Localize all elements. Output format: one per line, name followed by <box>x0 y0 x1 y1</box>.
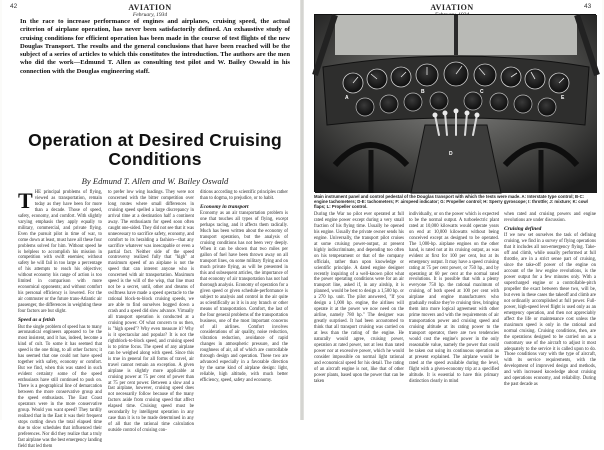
page-number-left: 42 <box>10 3 18 10</box>
svg-text:C: C <box>480 89 484 95</box>
right-text-column-3 <box>504 212 596 416</box>
column-3-text: ditions according to scientific principles rather than to dogma, to prejudice, or to habit. <box>200 190 288 201</box>
text-column-2 <box>108 190 194 434</box>
right-text-column-1 <box>314 212 404 416</box>
right-column-3-text-b: If we now set ourselves the task of defining cruising, we find in a survey of flying operations that it includes all non-emergency flying. Take-off and climb, while usually performed at full throttle, are in a strict sense part of cruising, since the take-off power of the engine on account of the low engine revolutions, is the power output for a few minutes only. With a supercharged engine or a controllable-pitch propeller the exact between these two, will be, but even in these cases the takeoff and climb are not ordinarily accomplished at full power. Full-power, high-speed level flight is used only as an emergency operation, and then not appreciably affect the life or maintenance cost unless the maximum speed is only in the rational and normal cruising. Cruising conditions, then, are the operations designed to be carried on as a customary use of the aircraft to adjust it most adequately to the service it is called upon to do. Those conditions vary with the type of aircraft, with its service requirements, with the development of improved design and methods, and with increased knowledge about cruising and operations economy, and reliability. During the past decade as <box>504 233 596 388</box>
right-page <box>304 0 602 420</box>
intro-paragraph: In the race to increase performance of engines and airplanes, cruising speed, the actual criterion of airplane operation, has never been satisfactorily defined. An exhaustive study of cruising conditions for efficient operation has been made in the course of test flights of the new Douglas Transport. The results and the general conclusions that have been reached will be the subject of a series of articles to which this constitutes the introduction. The authors are the men who did the work—Edmund T. Allen as consulting test pilot and W. Bailey Oswald in his connection with the Douglas engineering staff. <box>20 18 290 75</box>
article-title: Operation at Desired Cruising Conditions <box>28 130 282 169</box>
left-page <box>2 0 300 449</box>
photo-caption: Main instrument panel and control pedestal of the Douglas transport with which the tests were made. A: Interstate type control; B-C: engine tachometers; D-E: tachometers; F: airspeed indicator; G: Propeller control; H: Sperry gyroscope; I: throttle; J: mixture; K: cowl flaps; L: Propeller control. <box>314 194 588 210</box>
subheading-cruising-defined: Cruising defined <box>504 225 542 232</box>
article-byline: By Edmund T. Allen and W. Bailey Oswald <box>81 176 229 186</box>
right-column-2-text: individually, or on the power which is expected to be the normal output. A turboelectric plant rated at 10,000 kilowatts would operate years on end at 10,000 kilowatts without being conceived except as designed to be operated. The 1,000-hp. airplane engines on the other hand, is rated not at its cruising output, as was evident at first for 100 per cent, but at its emergency output. It may have a speed cruising rating at 75 per cent power, or 750 hp., and by operating at 60 per cent at the normal rated revolutions. It is possible that with a plenty everyone 750 hp. the rational maximum of cruising, of both speed at 100 per cent with airplane and engine manufacturers who gradually realize they're cruising tires, bringing them into more logical agreement with other prime movers and with the requirements of air transportation power and cruising speed and cruising altitude at its rating power to the transport operator, there are two tendencies would cost the engine's power in the only reasonable value, namely the power that could be taken out using its continuous operation as at present explained. The airplane would be rated at the speed available during the level, flight with a given-economy trip at a specified altitude. It is essential to have this primary distinction clearly in mind <box>409 212 499 384</box>
text-column-1 <box>18 188 102 449</box>
column-1-text: HE principal problems of flying, viewed as transportation, remain today as they have been for more than a decade. Those of speed, safety, economy, and comfort. With slightly varying emphasis they apply equally to military, commercial, and private flying. Even the pursuit pilot in time of war, to come down at least, must have all these four problems solved for him. Without speed he is helpless to accomplish his mission in competition with swift enemies; without safety he will fail in too large a percentage of his attempts to reach his objective; without economy his range of action is too limited in comparison with more economical opponents; and without comfort his personal efficiency is lowered. For the air commuter or the future trans-Atlantic air passenger, the differences in weighting these four factors are but slight. <box>18 190 102 315</box>
right-column-3-text: when rated and cruising powers and engine revolutions are under discussion. <box>504 212 596 223</box>
text-column-3 <box>200 190 288 416</box>
column-2-text: to prefer low wing loadings. They were not concerned with the bitter competition over long routes where small differences in cruising speed spelled a large discrepancy in arrival time at a destination half a continent away. The enthusiasm for speed soon often caught one-sided. They did not see that it was unnecessary to sacrifice safety, economy, and comfort to its heralding a fashion—that any sacrifice whatever was inescapable or even a partial fact. Neither side of the speed controversy realized fully that "high" at maximum speed of an airplane is not the speed that can interest anyone who is concerned with air transportation. Maximum speed is the will of the wisp, that line must not be a secret, until, other and dreams of swiftness have made a speed spectacle to the rational block-to-block cruising speeds, we are able to find ourselves bogged down a crash and a speed did slow advance. Virtually all transport operation is conducted at a cruising power. Of what concern to us then, is "high speed"? Why even measure it? Why is it spectacular and popular? It is not the rightblock-to-block speed, and cruising speed is to prime focus. The speed of any airplane can be weighed along with speed. Since this is true in general for all forms of travel, air travel cannot remain an exception. A given airplane is slightly more applicable at cruising power at 75 per cent of power than at 75 per cent power. Between a slow and a fast airplane, however, cruising speed does not necessarily follow because of the many factors aside from cruising speed that affect elapsed time. Cruising speed must be secondarily by intelligent operation in any case than it is to be made determined in any of all that the rational time calculation outside control of cruising con- <box>108 190 194 434</box>
subheading-speed-fetish: Speed as a fetish <box>18 317 55 324</box>
masthead-left <box>120 3 180 18</box>
cockpit-instrument-panel-photo <box>314 14 596 192</box>
cockpit-photo-image <box>315 15 597 193</box>
drop-cap: T <box>18 188 33 213</box>
svg-text:E: E <box>561 95 565 101</box>
masthead-title-left: AVIATION <box>128 3 172 12</box>
page-number-right: 43 <box>584 3 592 10</box>
column-1-text-b: But the single problem of speed has to many aeronautical engineers appeared to be the most insistent, and it has, indeed, become a kind of cult. To some it has seemed that speed is the one thing, to all other factors; it has seemed that one could not have speed together with safety, economy or comfort. But we find, when this was stated in such evident certainty some of the speed enthusiasts have still continued to push on. There is a geographical line of demarcation between the more conservative group and the speed enthusiasts. The East Coast operators were in the more conservative group. Would you want speed? They tardily realized that in the East it was their frequent stops cutting down the total elapsed time due to slow schedules that influenced their preferences. Nor did they realize that a truly fast airplane was the best emergency landing field that led them <box>18 324 102 449</box>
svg-text:D: D <box>449 151 453 157</box>
right-column-1-text: During the War no pilot ever operated at full rated engine power except during a very small fraction of his flying time. Usually he opened his engine. Usually the private owner sends his engine. Universally, the transport pilot cruises at some cruising power-output, at present highly indiscriminate, and depending too often on his temperament or that of the company officials, rather than upon knowledge or scientific principle. A dated engine designer recently inquiring of a well-known pilot what the power operating conditions were for an air transport line, asked if, in any airship, it is planned, would be best to design a 1,500 hp. or a 270 hp. unit. The pilot answered, "If you design a 1,000 hp. engine, the airlines will operate it at the power we now need on the airline, namely 780 hp." The designer was greatly surprised. It had been accustomed to think that all transport cruising was carried on at less than the rating of the engine. He naturally would agree, cruising power, operation at rated power, not at less than rated power nor at excessive power, which he would consider impossible on normal light rational and economical speed for his detail. The rating of an aircraft engine is not, like that of other power plants, based upon the power that can be taken <box>314 212 404 384</box>
svg-text:A: A <box>345 95 349 101</box>
column-3-text-b: Economy as an air transportation problem is one that touches all types of flying, except perhaps racing, and it affects them radically. Much has been written about the economy of transport operation, but the analysis of cruising conditions has not been very deeply. When it can be shown that two miles per gallon of fuel have been thrown away on all transport lines, on some military flying and on much private flying, as will be presented in this and subsequent articles, the importance of that economy of air transportation has not had thorough analysis. Economy of operation for a given speed or given schedule-performance is subject to analysis and control in the air quite as scientifically as it is in any branch or other means of transportation. Comfort, the last of the four general problems of the transportation business, one of the most important concerns of all airlines. Comfort involves considerations of air quality, noise reduction, vibration reduction, avoidance of rapid changes in atmospheric pressure, and the roughness of air, all of which are controllable through design and operation. These two are advanced especially in a favorable direction by the same kind of airplane design: light, reliable, high altitude, with much better efficiency, speed, safety and economy. <box>200 211 288 384</box>
subheading-economy: Economy in transport <box>200 203 249 210</box>
masthead-title-right: AVIATION <box>430 3 474 12</box>
right-text-column-2 <box>409 212 499 416</box>
masthead-issue-left: February, 1934 <box>132 12 168 18</box>
svg-text:B: B <box>421 89 425 95</box>
